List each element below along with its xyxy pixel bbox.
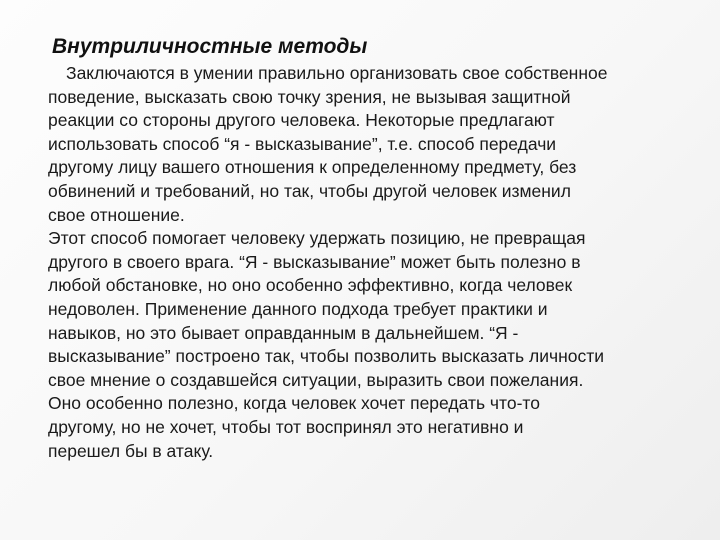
text-line: навыков, но это бывает оправданным в дальнейшем. “Я -: [48, 322, 519, 343]
text-line: другого в своего врага. “Я - высказывание” может быть полезно в: [48, 251, 581, 272]
text-line: другому, но не хочет, чтобы тот воспринял это негативно и: [48, 416, 524, 437]
text-line: свое мнение о создавшейся ситуации, выразить свои пожелания.: [48, 369, 584, 390]
text-line: перешел бы в атаку.: [48, 440, 214, 461]
text-line: обвинений и требований, но так, чтобы другой человек изменил: [48, 180, 571, 201]
text-line: свое отношение.: [48, 204, 185, 225]
slide-title: Внутриличностные методы: [52, 35, 368, 58]
text-line: другому лицу вашего отношения к определенному предмету, без: [48, 157, 577, 178]
text-line: Оно особенно полезно, когда человек хочет передать что-то: [48, 393, 540, 414]
text-line: любой обстановке, но оно особенно эффективно, когда человек: [48, 275, 573, 296]
text-line: недоволен. Применение данного подхода требует практики и: [48, 298, 548, 319]
text-line: реакции со стороны другого человека. Некоторые предлагают: [48, 110, 555, 131]
text-line: использовать способ “я - высказывание”, т.е. способ передачи: [48, 133, 557, 154]
text-line: высказывание” построено так, чтобы позволить высказать личности: [48, 346, 605, 367]
text-line: Этот способ помогает человеку удержать позицию, не превращая: [48, 228, 586, 249]
text-line: Заключаются в умении правильно организовать свое собственное: [66, 63, 608, 83]
slide-body-text: [48, 62, 696, 463]
text-line: поведение, высказать свою точку зрения, не вызывая защитной: [48, 86, 571, 107]
